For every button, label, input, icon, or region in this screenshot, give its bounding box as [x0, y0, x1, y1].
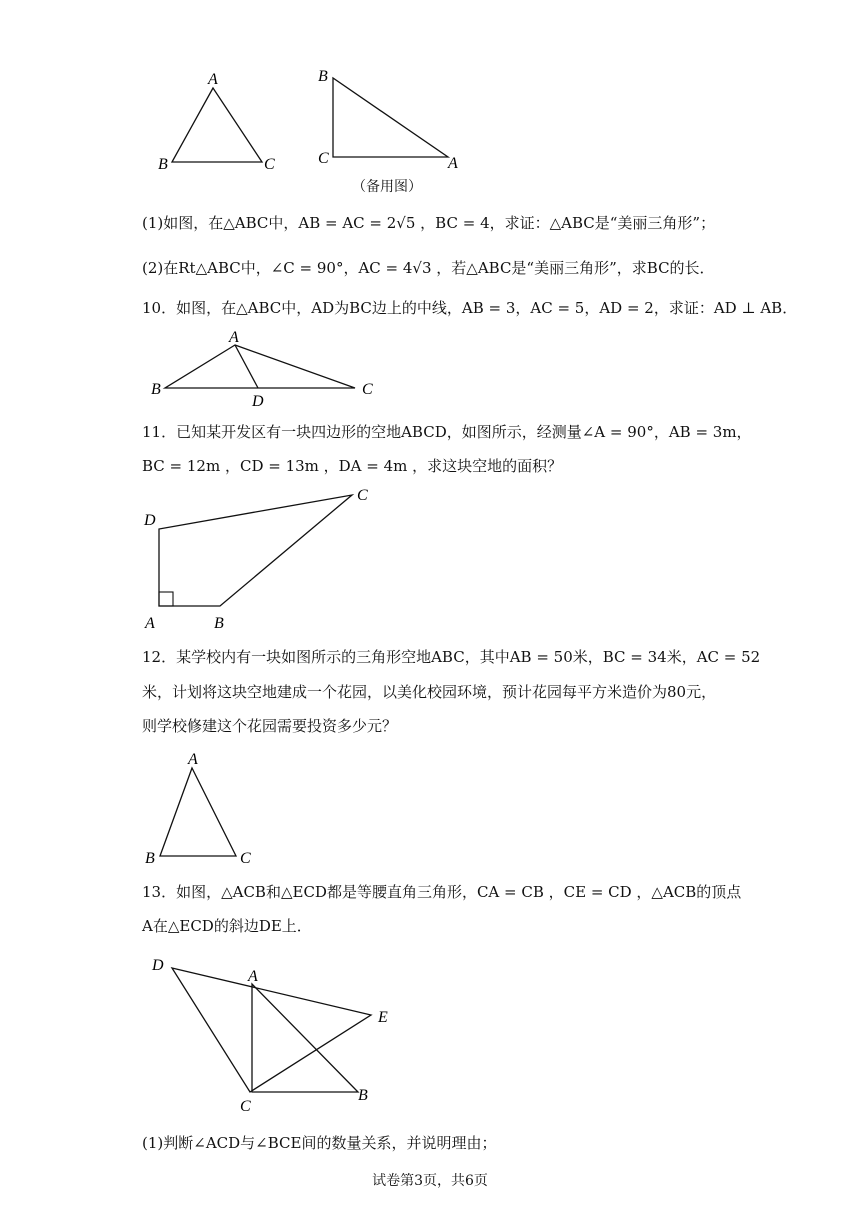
- vertex-label: C: [240, 850, 251, 867]
- vertex-label: B: [145, 850, 155, 867]
- figure-equilateral-triangle: [150, 70, 290, 180]
- figure-q13-triangles: [140, 950, 410, 1120]
- vertex-label: B: [158, 156, 168, 173]
- vertex-label: A: [248, 968, 258, 985]
- vertex-label: B: [358, 1087, 368, 1104]
- figure-q11-quadrilateral: [140, 480, 380, 635]
- figure-q10-triangle: [145, 328, 385, 408]
- vertex-label: A: [208, 71, 218, 88]
- q12-line3: 则学校修建这个花园需要投资多少元？: [142, 717, 398, 735]
- vertex-label: C: [318, 150, 329, 167]
- vertex-label: B: [151, 381, 161, 398]
- q9-part1: (1)如图，在△ABC中，AB = AC = 2√5 ，BC = 4，求证：△ABC是“美丽三角形”；: [142, 214, 716, 232]
- figure-caption: （备用图）: [352, 179, 422, 195]
- vertex-label: A: [229, 329, 239, 346]
- q11-line1: 11．已知某开发区有一块四边形的空地ABCD，如图所示，经测量∠A = 90°，AB = 3m，: [142, 423, 752, 441]
- q13-line2: A在△ECD的斜边DE上．: [142, 917, 312, 935]
- vertex-label: A: [448, 155, 458, 172]
- figure-q12-triangle: [140, 745, 270, 870]
- vertex-label: D: [144, 512, 156, 529]
- vertex-label: E: [378, 1009, 388, 1026]
- vertex-label: C: [240, 1098, 251, 1115]
- q12-line2: 米，计划将这块空地建成一个花园，以美化校园环境，预计花园每平方米造价为80元，: [142, 683, 717, 701]
- vertex-label: B: [318, 68, 328, 85]
- vertex-label: C: [362, 381, 373, 398]
- q9-part2: (2)在Rt△ABC中，∠C = 90°，AC = 4√3 ，若△ABC是“美丽三角形”，求BC的长．: [142, 259, 715, 277]
- vertex-label: C: [264, 156, 275, 173]
- q10-text: 10．如图，在△ABC中，AD为BC边上的中线，AB = 3，AC = 5，AD = 2，求证：AD ⊥ AB．: [142, 299, 798, 317]
- vertex-label: D: [252, 393, 264, 408]
- figure-right-triangle-spare: [312, 65, 472, 175]
- q13-line1: 13．如图，△ACB和△ECD都是等腰直角三角形，CA = CB ，CE = CD ，△ACB的顶点: [142, 883, 742, 901]
- q13-part1: (1)判断∠ACD与∠BCE间的数量关系，并说明理由；: [142, 1134, 497, 1152]
- q11-line2: BC = 12m ，CD = 13m ，DA = 4m ，求这块空地的面积？: [142, 457, 563, 475]
- q12-line1: 12．某学校内有一块如图所示的三角形空地ABC，其中AB = 50米，BC = 34米，AC = 52: [142, 648, 761, 666]
- vertex-label: A: [145, 615, 155, 632]
- vertex-label: D: [152, 957, 164, 974]
- page-footer: 试卷第3页，共6页: [372, 1173, 488, 1189]
- vertex-label: B: [214, 615, 224, 632]
- vertex-label: A: [188, 751, 198, 768]
- vertex-label: C: [357, 487, 368, 504]
